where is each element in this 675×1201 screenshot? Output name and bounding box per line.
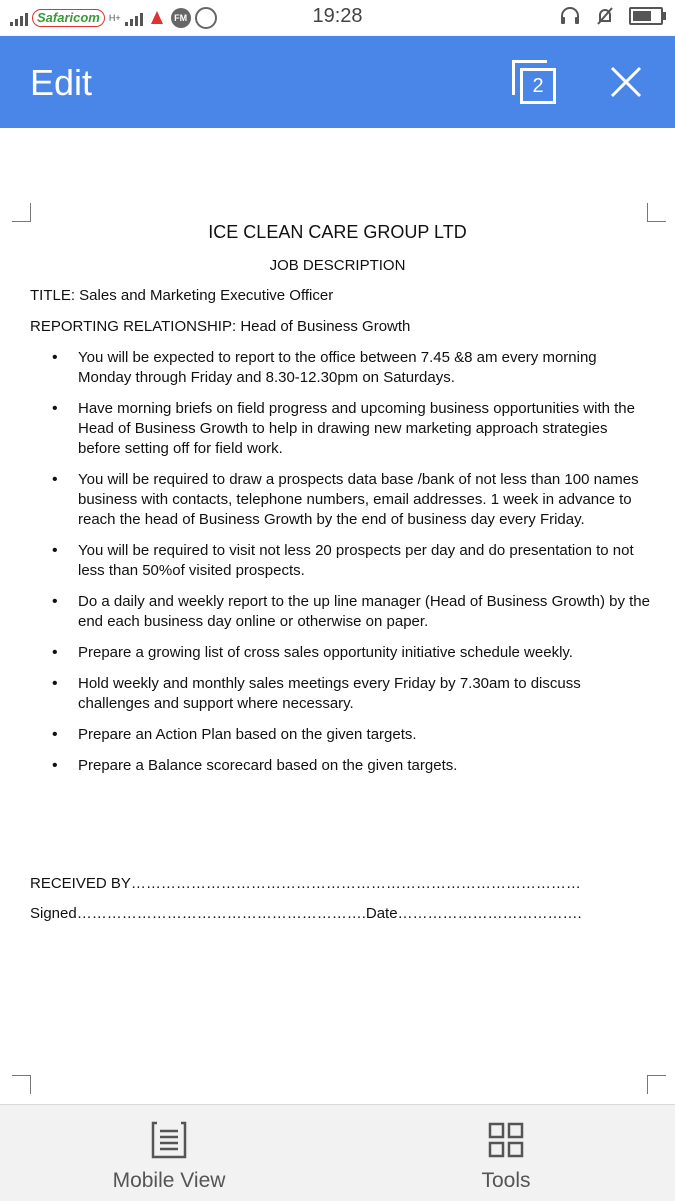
fm-radio-icon: FM [171, 8, 191, 28]
pages-button[interactable] [512, 60, 556, 104]
carrier-logo: Safaricom [32, 9, 105, 27]
status-time: 19:28 [312, 5, 363, 27]
margin-mark-bottom-left [12, 1075, 31, 1094]
battery-icon [629, 7, 663, 25]
list-item: • Prepare an Action Plan based on the given targets. [52, 725, 652, 745]
mobile-view-button[interactable] [69, 1105, 269, 1201]
margin-mark-top-right [647, 203, 666, 222]
list-item: • Hold weekly and monthly sales meetings every Friday by 7.30am to discuss challenges and support where necessary. [52, 674, 652, 714]
mobile-view-label: Mobile View [112, 1169, 226, 1192]
status-right [559, 6, 663, 26]
tools-label: Tools [481, 1169, 531, 1192]
tools-button[interactable] [406, 1105, 606, 1201]
close-icon[interactable] [606, 62, 646, 102]
list-item: • You will be required to visit not less 20 prospects per day and do presentation to not less than 50%of visited prospects. [52, 541, 652, 581]
document-type-heading: JOB DESCRIPTION [269, 257, 406, 274]
company-heading: ICE CLEAN CARE GROUP LTD [208, 222, 467, 242]
tools-grid-icon [488, 1121, 524, 1159]
list-item: • Prepare a growing list of cross sales opportunity initiative schedule weekly. [52, 643, 652, 663]
received-by-line: RECEIVED BY……………………………………………………………………………… [30, 875, 581, 892]
duties-list [52, 348, 652, 787]
list-item: • Have morning briefs on field progress and upcoming business opportunities with the Head of Business Growth to help in drawing new marketing approach strategies before setting off for field work. [52, 399, 652, 459]
bottom-toolbar [0, 1104, 675, 1201]
list-item: • Do a daily and weekly report to the up line manager (Head of Business Growth) by the end each business day online or otherwise on paper. [52, 592, 652, 632]
network-type-label: H+ [108, 13, 121, 23]
status-bar [0, 0, 675, 36]
document-page[interactable] [0, 128, 675, 1104]
mobile-view-icon [151, 1121, 187, 1159]
margin-mark-bottom-right [647, 1075, 666, 1094]
pages-count: 2 [520, 68, 556, 104]
signed-date-line: Signed………………………………………………….Date………………………………. [30, 905, 582, 922]
headset-icon [559, 6, 581, 26]
header-title: Edit [30, 62, 93, 103]
mute-bell-icon [595, 6, 615, 26]
list-item: • You will be required to draw a prospects data base /bank of not less than 100 names business with contacts, telephone numbers, email addresses. 1 week in advance to reach the head of Business Growth by the end of business day every Friday. [52, 470, 652, 530]
list-item: • You will be expected to report to the office between 7.45 &8 am every morning Monday through Friday and 8.30-12.30pm on Saturdays. [52, 348, 652, 388]
job-title-line: TITLE: Sales and Marketing Executive Officer [30, 287, 334, 304]
app-header [0, 36, 675, 128]
list-item: • Prepare a Balance scorecard based on the given targets. [52, 756, 652, 776]
reporting-relationship-line: REPORTING RELATIONSHIP: Head of Business Growth [30, 318, 411, 335]
margin-mark-top-left [12, 203, 31, 222]
